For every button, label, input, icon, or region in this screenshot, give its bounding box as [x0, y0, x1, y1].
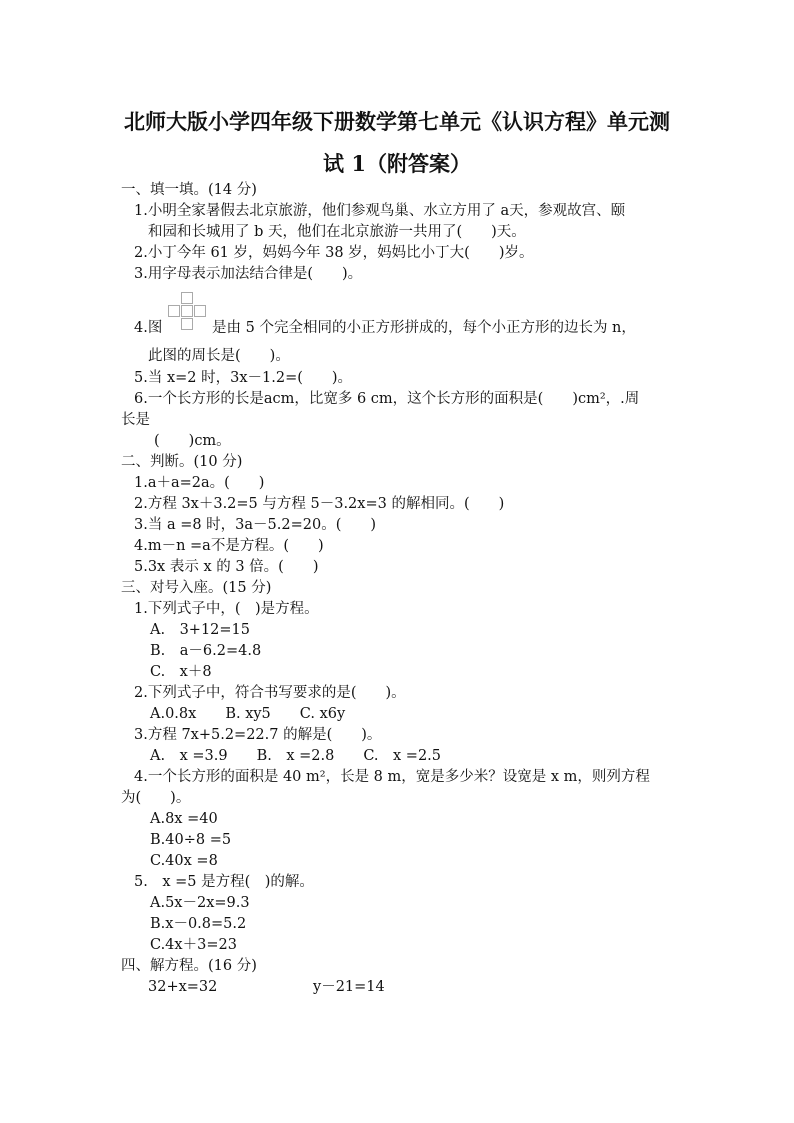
q1-6-line3: ( )cm。: [154, 433, 231, 449]
q4-equation-2: y－21=14: [313, 979, 385, 995]
q1-1-line1: 1.小明全家暑假去北京旅游，他们参观鸟巢、水立方用了 a天，参观故宫、颐: [134, 203, 626, 219]
q3-4-option-a: A.8x =40: [150, 811, 218, 827]
section-4-heading: 四、解方程。(16 分): [121, 958, 257, 974]
q1-5: 5.当 x=2 时，3x－1.2=( )。: [134, 370, 353, 386]
q3-4-line1: 4.一个长方形的面积是 40 m²，长是 8 m，宽是多少米？设宽是 x m，则列方程: [134, 769, 650, 785]
q3-2: 2.下列式子中，符合书写要求的是( )。: [134, 685, 406, 701]
q3-3-options: A. x =3.9 B. x =2.8 C. x =2.5: [150, 748, 442, 764]
q1-6-line2: 长是: [121, 412, 150, 428]
q3-1-option-b: B. a－6.2=4.8: [150, 643, 262, 659]
q4-equation-1: 32+x=32: [148, 979, 218, 995]
q1-3: 3.用字母表示加法结合律是( )。: [134, 266, 363, 282]
page-title-line1: 北师大版小学四年级下册数学第七单元《认识方程》单元测: [124, 109, 670, 134]
q2-4: 4.m－n =a不是方程。( ): [134, 538, 324, 554]
section-2-heading: 二、判断。(10 分): [121, 454, 243, 470]
page-title-line2: 试 1（附答案）: [323, 151, 471, 176]
q3-5: 5. x =5 是方程( )的解。: [134, 874, 314, 890]
q1-2: 2.小丁今年 61 岁，妈妈今年 38 岁，妈妈比小丁大( )岁。: [134, 245, 534, 261]
q3-5-option-a: A.5x－2x=9.3: [150, 895, 250, 911]
q2-3: 3.当 a =8 时，3a－5.2=20。( ): [134, 517, 377, 533]
q2-1: 1.a＋a=2a。( ): [134, 475, 265, 491]
q3-4-option-b: B.40÷8 =5: [150, 832, 232, 848]
section-1-heading: 一、填一填。(14 分): [121, 182, 257, 198]
q1-4-line1: 是由 5 个完全相同的小正方形拼成的，每个小正方形的边长为 n，: [212, 320, 636, 336]
q3-1: 1.下列式子中，( )是方程。: [134, 601, 319, 617]
q1-6-line1: 6.一个长方形的长是acm，比宽多 6 cm，这个长方形的面积是( )cm²，.周: [134, 391, 640, 407]
q1-4-line2: 此图的周长是( )。: [148, 348, 290, 364]
q3-3: 3.方程 7x+5.2=22.7 的解是( )。: [134, 727, 382, 743]
q1-4-prefix: 4.图: [134, 320, 163, 336]
cross-shape-figure: [168, 292, 206, 330]
q3-5-option-b: B.x－0.8=5.2: [150, 916, 247, 932]
q3-4-option-c: C.40x =8: [150, 853, 218, 869]
q3-1-option-c: C. x＋8: [150, 664, 212, 680]
q3-1-option-a: A. 3+12=15: [150, 622, 251, 638]
q3-2-options: A.0.8x B. xy5 C. x6y: [150, 706, 346, 722]
q2-2: 2.方程 3x＋3.2=5 与方程 5－3.2x=3 的解相同。( ): [134, 496, 505, 512]
section-3-heading: 三、对号入座。(15 分): [121, 580, 272, 596]
q2-5: 5.3x 表示 x 的 3 倍。( ): [134, 559, 319, 575]
q3-5-option-c: C.4x＋3=23: [150, 937, 237, 953]
q3-4-line2: 为( )。: [121, 790, 191, 806]
q1-1-line2: 和园和长城用了 b 天，他们在北京旅游一共用了( )天。: [148, 224, 526, 240]
